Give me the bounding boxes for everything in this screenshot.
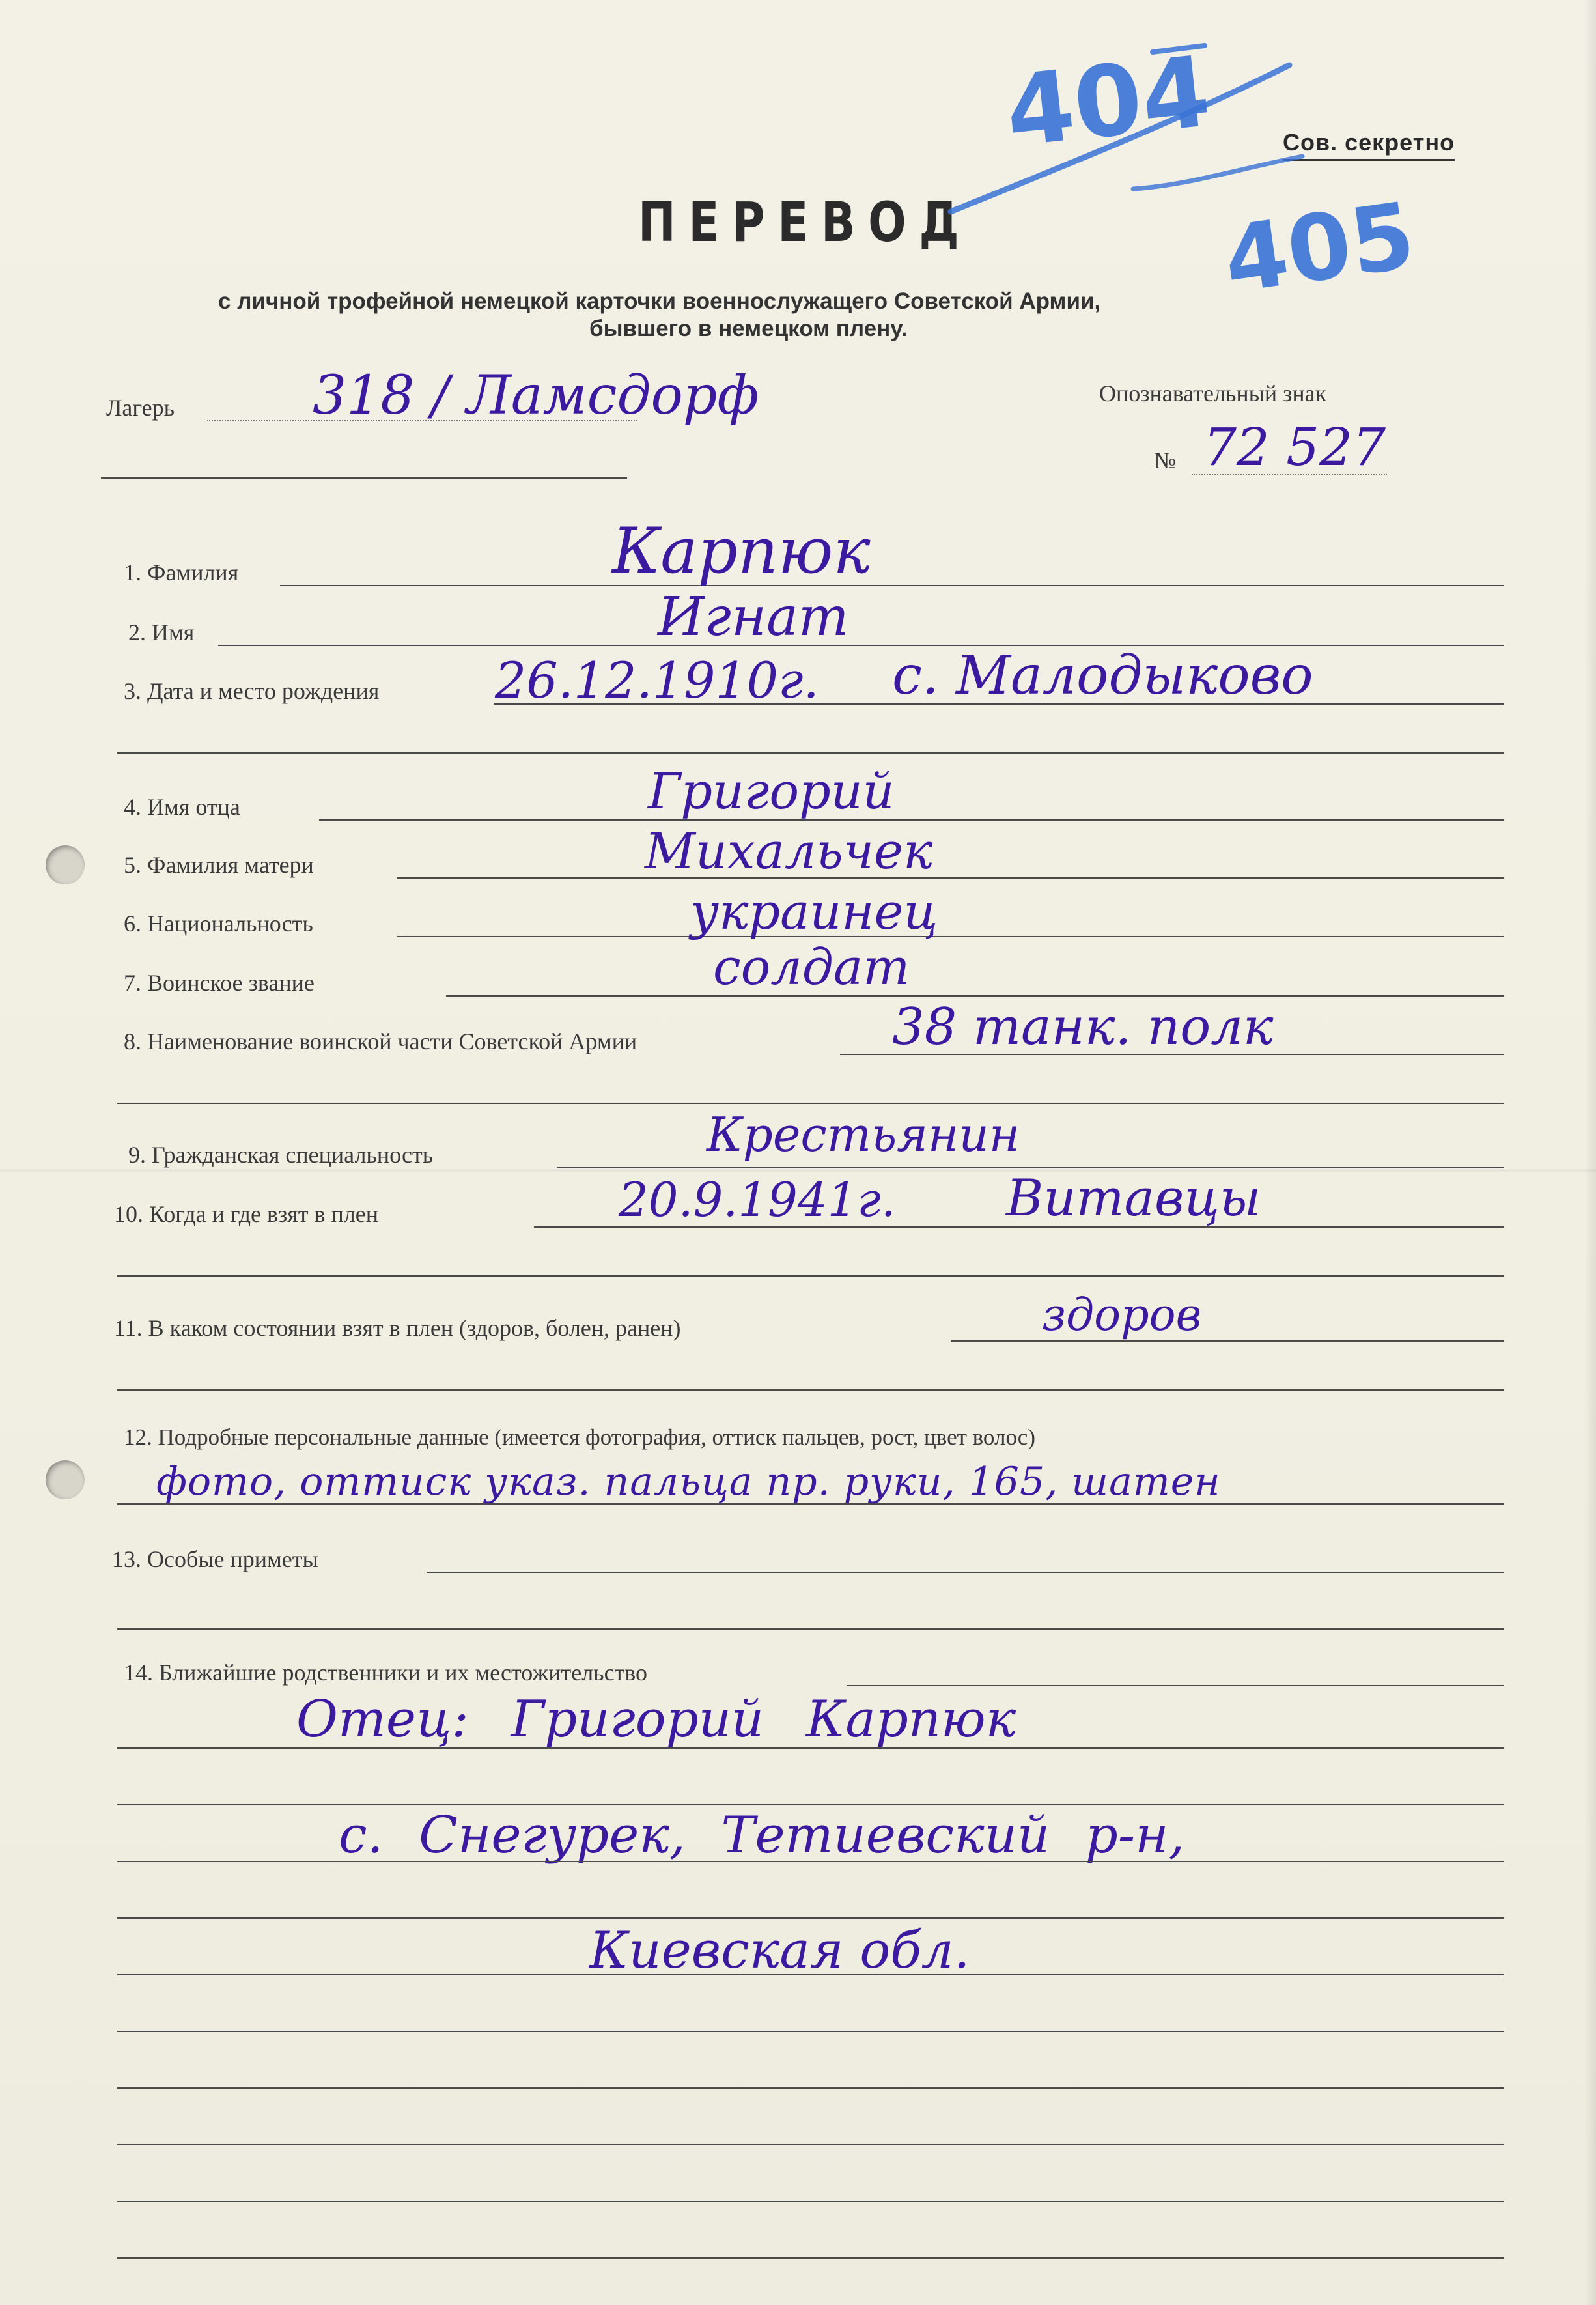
field-profession-value: Крестьянин [707,1107,1020,1162]
field-captured-label: 10. Когда и где взят в плен [114,1201,379,1227]
subtitle-line-1: с личной трофейной немецкой карточки военнослужащего Советской Армии, [218,289,1101,314]
field-unit-value: 38 танк. полк [892,998,1274,1056]
field-profession-label: 9. Гражданская специальность [128,1142,434,1168]
field-relatives-value-2: с. Снегурек, Тетиевский р-н, [339,1806,1185,1865]
ident-label: Опознавательный знак [1099,380,1327,406]
relatives-line-10 [117,2201,1504,2202]
archive-number-new: 405 [1218,182,1421,315]
field-marks-label: 13. Особые приметы [112,1546,318,1572]
field-birth-line-2 [117,752,1504,754]
relatives-line-8 [117,2087,1504,2089]
paper-fold [0,1169,1596,1172]
field-condition-value: здоров [1042,1290,1202,1341]
camp-line-2 [101,477,627,479]
field-unit-label: 8. Наименование воинской части Советской Армии [124,1028,637,1054]
field-marks-line [427,1572,1504,1573]
field-personal-label: 12. Подробные персональные данные (имеется фотография, оттиск пальцев, рост, цвет волос) [124,1424,1035,1450]
field-birth-place: с. Малодыково [892,645,1313,707]
field-captured-date: 20.9.1941г. [619,1172,896,1227]
field-nationality-label: 6. Национальность [124,911,313,937]
field-captured-place: Витавцы [1006,1169,1261,1228]
field-nationality-line [397,936,1504,937]
field-mother-label: 5. Фамилия матери [124,852,314,878]
relatives-line-3 [117,1804,1504,1805]
field-mother-value: Михальчек [645,822,933,880]
secrecy-stamp: Сов. секретно [1283,129,1455,161]
field-captured-line-2 [117,1275,1504,1277]
field-condition-line [951,1340,1504,1342]
field-marks-line-2 [117,1628,1504,1630]
field-father-value: Григорий [648,762,895,820]
field-nationality-value: украинец [690,883,938,940]
field-father-line [319,819,1504,821]
ident-value: 72 527 [1203,417,1386,477]
punch-hole-top [46,845,85,884]
field-relatives-line [847,1685,1504,1686]
relatives-line-6 [117,1974,1504,1975]
field-profession-line [557,1167,1504,1168]
field-personal-value: фото, оттиск указ. пальца пр. руки, 165, шатен [156,1459,1221,1505]
field-rank-line [446,995,1504,997]
ident-number-prefix: № [1154,447,1177,474]
relatives-line-4 [117,1861,1504,1862]
field-condition-line-2 [117,1389,1504,1391]
relatives-line-7 [117,2031,1504,2032]
field-rank-value: солдат [713,938,910,996]
relatives-line-9 [117,2144,1504,2145]
relatives-line-11 [117,2257,1504,2259]
punch-hole-bottom [46,1460,85,1499]
field-birth-date: 26.12.1910г. [495,651,819,709]
relatives-line-2 [117,1747,1504,1749]
archive-number-old: 404 [1000,35,1216,169]
field-surname-line [280,585,1504,586]
field-name-label: 2. Имя [128,619,195,645]
field-relatives-value-3: Киевская обл. [589,1921,970,1980]
field-relatives-label: 14. Ближайшие родственники и их местожительство [124,1660,648,1686]
camp-value: 318 / Ламсдорф [313,365,759,427]
subtitle-line-2: бывшего в немецком плену. [589,316,908,341]
field-surname-value: Карпюк [612,515,871,587]
field-relatives-value-1: Отец: Григорий Карпюк [296,1690,1016,1749]
field-name-value: Игнат [658,586,849,648]
field-unit-line-2 [117,1103,1504,1104]
document-title: ПЕРЕВОД [638,190,972,254]
field-father-label: 4. Имя отца [124,794,240,820]
field-rank-label: 7. Воинское звание [124,970,315,996]
paper-edge-shadow [1584,0,1596,2305]
field-birth-label: 3. Дата и место рождения [124,678,380,704]
relatives-line-5 [117,1917,1504,1919]
camp-label: Лагерь [106,395,175,421]
field-surname-label: 1. Фамилия [124,559,239,586]
field-mother-line [397,877,1504,879]
field-condition-label: 11. В каком состоянии взят в плен (здоров, болен, ранен) [114,1315,681,1341]
